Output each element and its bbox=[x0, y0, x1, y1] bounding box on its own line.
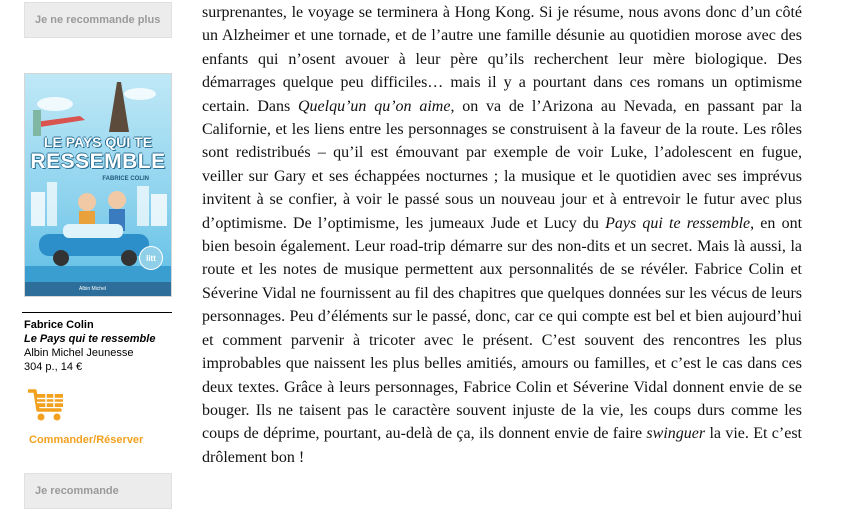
book-details: 304 p., 14 € bbox=[24, 361, 83, 373]
article-text: la vie. Et c’est drôlement bon ! bbox=[202, 425, 802, 466]
book-title: Le Pays qui te ressemble bbox=[24, 333, 156, 345]
shopping-cart-icon[interactable] bbox=[28, 388, 66, 422]
article-text: , on va de l’Arizona au Nevada, en passant par la Californie, et les liens entre les personnages se construisent à la faveur de la route. Les rôles sont redistribués – qu’il est émouvant par exemple de voir Luke, l’adolescent en fugue, veiller sur Gary et ses échappées nocturnes ; la musique et le quotidien avec ses imprévus invitent à se confier, à voir le passé sous un nouveau jour et à entrevoir le futur avec plus d’optimisme. De l’optimisme, les jumeaux Jude et Lucy du bbox=[202, 97, 803, 232]
divider bbox=[22, 312, 172, 313]
article-text: surprenantes, le voyage se terminera à Hong Kong. Si je résume, nous avons donc d’un côté un Alzheimer et une tornade, et de l’autre une famille désunie au quotidien morose avec des enfants qui n’osent avouer à leur père qu’ils recherchent leur mère biologique. Des démarrages quelque peu difficiles… mais il y a pourtant dans ces romans un optimisme certain. Dans bbox=[202, 4, 802, 115]
article-body bbox=[202, 1, 802, 469]
publisher-logo: litt bbox=[139, 246, 163, 270]
cover-title-line2: RESSEMBLE bbox=[30, 150, 166, 173]
order-reserve-link[interactable]: Commander/Réserver bbox=[29, 434, 144, 446]
article-title-pays: Pays qui te ressemble bbox=[605, 214, 751, 232]
article-text: , en ont bien besoin également. Leur road-trip démarre sur des non-dits et un secret. Mais là aussi, la route et les notes de musique permettent aux personnalités de se révéler. Fabrice Colin et Séverine Vidal ne fournissent au fil des chapitres que quelques données sur les vécus de leurs personnages. Peu d’éléments sur le passé, donc, car ce qui compte est bel et bien aujourd’hui et comment parvenir à tricoter avec le présent. C’est souvent des rencontres les plus improbables que naissent les plus belles amitiés, amours ou familles, et c’est le cas dans ces deux textes. Grâce à leurs personnages, Fabrice Colin et Séverine Vidal donnent envie de se bouger. Ils ne taisent pas le caractère souvent injuste de la vie, les coups durs comme les coups de déprime, pourtant, au-delà de ça, ils donnent envie de faire bbox=[202, 214, 803, 443]
book-publisher: Albin Michel Jeunesse bbox=[24, 347, 134, 359]
book-author: Fabrice Colin bbox=[24, 319, 94, 331]
cover-author: FABRICE COLIN bbox=[102, 176, 149, 182]
article-title-quelquun: Quelqu’un qu’on aime bbox=[298, 97, 451, 115]
cover-title-line1: LE PAYS QUI TE bbox=[43, 134, 153, 150]
sidebar bbox=[0, 0, 190, 526]
book-cover[interactable] bbox=[24, 73, 172, 297]
not-recommend-button[interactable]: Je ne recommande plus bbox=[24, 2, 172, 38]
cover-publisher: Albin Michel bbox=[79, 286, 106, 292]
recommend-button[interactable]: Je recommande bbox=[24, 473, 172, 509]
book-info bbox=[24, 318, 155, 374]
article-word-swinguer: swinguer bbox=[646, 425, 706, 443]
